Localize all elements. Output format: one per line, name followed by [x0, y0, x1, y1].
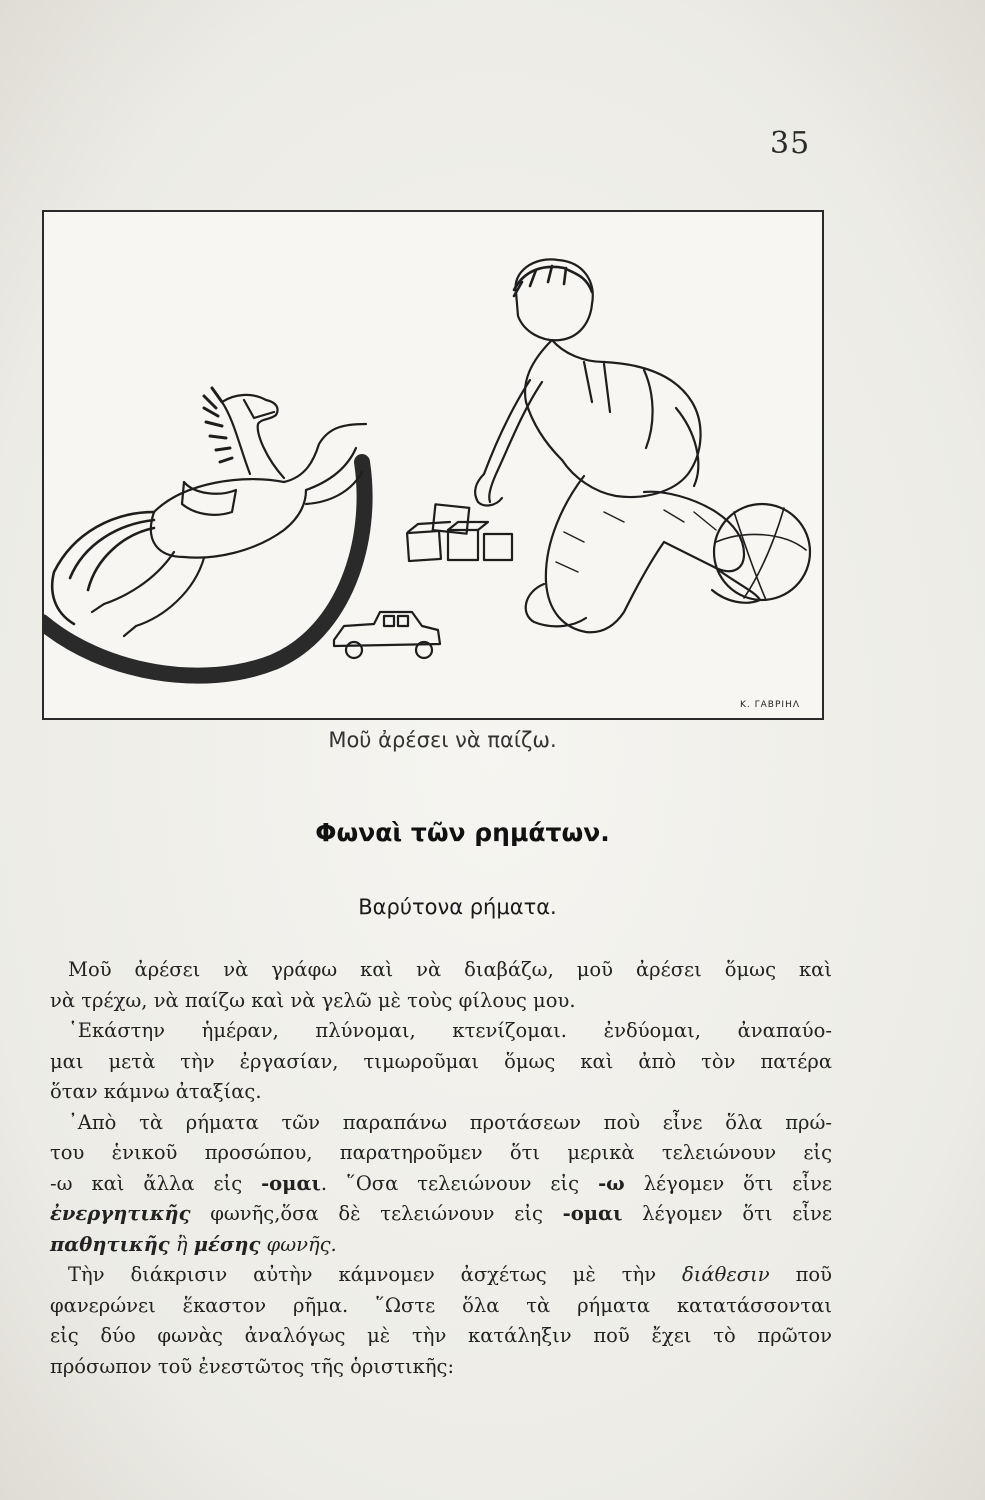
italic-term: διάθεσιν [682, 1263, 770, 1286]
text-line: μαι μετὰ τὴν ἐργασίαν, τιμωροῦμαι ὅμως καὶ ἀπὸ τὸν πατέρα [50, 1049, 832, 1073]
rocker-curve [44, 462, 365, 676]
page-number: 35 [770, 126, 811, 161]
boy-shoe [526, 584, 586, 626]
toy-block [407, 531, 441, 561]
text-line: ὅταν κάμνω ἀταξίας. [50, 1080, 262, 1103]
text-run: ἢ [169, 1232, 194, 1256]
ball [714, 504, 810, 600]
text-line: φανερώνει ἕκαστον ρῆμα. ῞Ωστε ὅλα τὰ ρήματα κατατάσσονται [50, 1293, 832, 1317]
bold-term: -ομαι [261, 1171, 321, 1195]
text-run: . ῞Οσα τελειώνουν εἰς [320, 1171, 599, 1195]
illustration-caption: Μοῦ ἀρέσει νὰ παίζω. [328, 728, 557, 752]
boy-playing-illustration [44, 212, 822, 718]
text-line: πρόσωπον τοῦ ἐνεστῶτος τῆς ὁριστικῆς: [50, 1354, 455, 1378]
artist-signature: Κ. ΓΑΒΡΙΗΛ [740, 700, 800, 710]
text-run: Τὴν διάκρισιν αὐτὴν κάμνομεν ἀσχέτως μὲ τὴν [68, 1263, 683, 1286]
text-run: λέγομεν ὅτι εἶνε [622, 1202, 832, 1225]
text-line: ᾿Απὸ τὰ ρήματα τῶν παραπάνω προτάσεων ποὺ εἶνε ὅλα πρώ- [68, 1110, 832, 1134]
horse-hindleg [104, 552, 204, 626]
text-line: νὰ τρέχω, νὰ παίζω καὶ νὰ γελῶ μὲ τοὺς φίλους μου. [50, 988, 576, 1012]
emphasized-term: μέσης [193, 1232, 261, 1256]
horse-head [222, 395, 284, 478]
text-line [50, 1260, 832, 1291]
text-line: εἰς δύο φωνὰς ἀναλόγως μὲ τὴν κατάληξιν ποῦ ἔχει τὸ πρῶτον [50, 1324, 832, 1347]
toy-block [448, 530, 478, 560]
text-run: φωνῆς. [260, 1232, 337, 1256]
emphasized-term: ἐνεργητικῆς [50, 1202, 191, 1225]
boy-arm [484, 380, 542, 502]
text-run: -ω καὶ ἄλλα εἰς [50, 1171, 262, 1195]
bold-term: -ω [598, 1171, 625, 1195]
text-run: φωνῆς,ὅσα δὲ τελειώνουν εἰς [190, 1202, 563, 1225]
subsection-title: Βαρύτονα ρήματα. [358, 895, 557, 919]
boy-head [516, 259, 593, 340]
text-line [50, 1169, 832, 1200]
body-text [50, 955, 832, 1382]
text-run: λέγομεν ὅτι εἶνε [624, 1171, 832, 1195]
bold-term: -ομαι [562, 1202, 623, 1225]
text-line [50, 1230, 832, 1261]
text-line: του ἑνικοῦ προσώπου, παρατηροῦμεν ὅτι μερικὰ τελειώνουν εἰς [50, 1141, 832, 1164]
toy-block [484, 534, 512, 560]
text-line [50, 1199, 832, 1230]
illustration-frame [42, 210, 824, 720]
text-line: Μοῦ ἀρέσει νὰ γράφω καὶ νὰ διαβάζω, μοῦ ἀρέσει ὅμως καὶ [68, 958, 832, 981]
boy-shirt [552, 340, 701, 497]
emphasized-term: παθητικῆς [50, 1232, 170, 1256]
horse-tail [52, 512, 154, 624]
text-line: ῾Εκάστην ἡμέραν, πλύνομαι, κτενίζομαι. ἐνδύομαι, ἀναπαύο- [68, 1019, 832, 1042]
section-title: Φωναὶ τῶν ρημάτων. [315, 818, 610, 847]
text-run: ποῦ [769, 1263, 833, 1286]
